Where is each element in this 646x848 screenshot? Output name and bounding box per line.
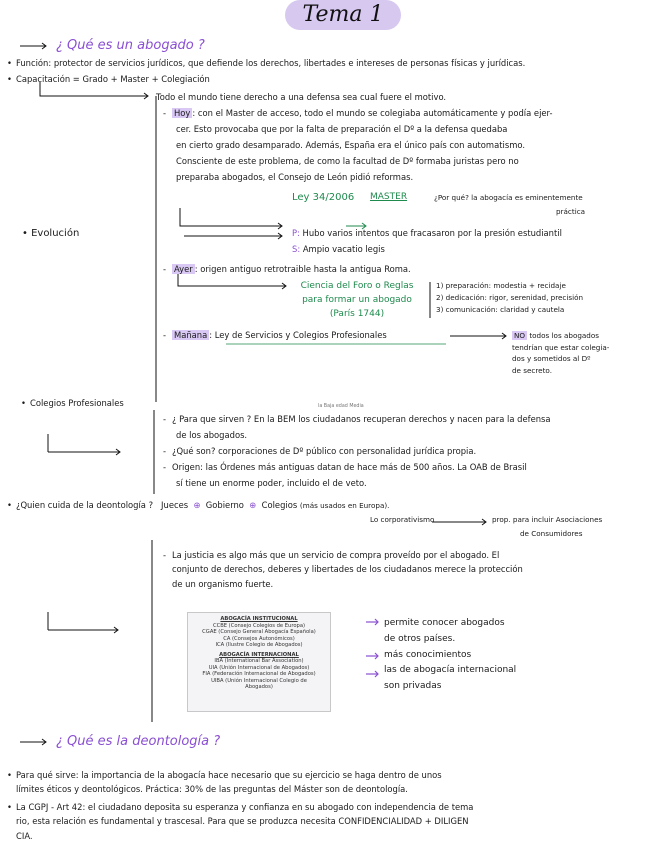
manana-line: - Mañana : Ley de Servicios y Colegios Profesionales <box>172 330 387 340</box>
no-block <box>512 330 636 376</box>
ciencia-block <box>292 280 422 322</box>
no-line-3: dos y sometidos al Dº <box>512 354 591 364</box>
hoy-text-5: preparaba abogados, el Consejo de León pidió reformas. <box>176 172 414 182</box>
hoy-text-3: en cierto grado desamparado. Además, España era el único país con automatismo. <box>176 140 525 150</box>
corporativismo-text: Lo corporativismo <box>370 515 435 524</box>
colegios-heading: • Colegios Profesionales <box>30 398 124 408</box>
ciencia-line-3: (París 1744) <box>329 308 385 319</box>
permite-line-2: de otros países. <box>384 633 456 644</box>
para-line-2: de los abogados. <box>176 430 248 440</box>
hoy-label: Hoy <box>174 108 191 118</box>
ciencia-line-2: para formar un abogado <box>302 294 412 305</box>
prep-item-1: 1) preparación: modestia + recidaje <box>436 281 566 290</box>
justicia-line-1: - La justicia es algo más que un servicio de compra proveído por el abogado. El <box>172 550 500 560</box>
capacitacion-text: • Capacitación = Grado + Master + Colegiación <box>16 74 210 84</box>
las-line-2: son privadas <box>384 681 442 691</box>
ayer-text: : origen antiguo retrotraible hasta la antigua Roma. <box>194 264 411 274</box>
colegios-note: (más usados en Europa). <box>299 501 390 510</box>
permite-line-1: permite conocer abogados <box>384 618 505 628</box>
s-line <box>292 244 385 254</box>
evolucion-label <box>22 228 79 240</box>
no-line-2: tendrían que estar colegia- <box>512 342 610 352</box>
hoy-line-1 <box>172 108 634 118</box>
evolucion-bullet: • <box>22 228 32 239</box>
plus-icon: ⊕ <box>190 500 204 510</box>
intl-item-1: IBA (International Bar Association) <box>214 658 304 664</box>
justicia-line-3: de un organismo fuerte. <box>172 578 274 589</box>
ley-label: Ley 34/2006 <box>292 192 355 203</box>
p-line <box>292 228 562 238</box>
para-que-block <box>16 768 640 797</box>
practica-text: práctica <box>556 207 586 216</box>
funcion-text: • Función: protector de servicios jurídicos, que defiende los derechos, libertades e intereses de personas físicas y jurídicas. <box>16 58 636 68</box>
master-label: MASTER <box>370 192 408 202</box>
p-label: P: <box>292 228 300 238</box>
ayer-line <box>172 264 411 274</box>
prep-list <box>436 280 583 317</box>
intl-item-5: Abogados) <box>245 684 273 690</box>
intl-head: ABOGACÍA INTERNACIONAL <box>219 651 299 658</box>
s-text: Ampio vacatio legis <box>302 244 385 254</box>
plus-icon: ⊕ <box>246 500 259 510</box>
origen-line-2: sí tiene un enorme poder, incluido el de veto. <box>176 478 367 488</box>
inst-head: ABOGACÍA INSTITUCIONAL <box>220 616 298 622</box>
heading-que-es-abogado: ¿ Qué es un abogado ? <box>56 38 205 53</box>
justicia-line-2: conjunto de derechos, deberes y libertades de los ciudadanos merece la protección <box>172 564 523 575</box>
inst-item-3: CA (Consejos Autonómicos) <box>223 635 295 642</box>
hoy-text-1: : con el Master de acceso, todo el mundo se colegiaba automáticamente y podía ejer- <box>192 108 553 118</box>
que-son-text: - ¿Qué son? corporaciones de Dº público con personalidad jurídica propia. <box>172 446 634 456</box>
no-line-1 <box>512 330 636 342</box>
s-label: S: <box>292 244 301 254</box>
prop-line-1: prop. para incluir Asociaciones <box>492 515 603 524</box>
todo-mundo-text: Todo el mundo tiene derecho a una defensa sea cual fuere el motivo. <box>156 92 447 102</box>
small-note: la Baja edad Media <box>318 404 364 409</box>
inst-item-4: ICA (Ilustre Colegio de Abogados) <box>215 642 303 648</box>
las-line-1: las de abogacía internacional <box>384 665 517 676</box>
cgpj-line-1: • La CGPJ - Art 42: el ciudadano deposita su esperanza y confianza en su abogado con independencia de tema <box>16 802 474 812</box>
cgpj-block <box>16 800 640 843</box>
mas-conocimientos: más conocimientos <box>384 649 472 660</box>
intl-item-3: FIA (Federación Internacional de Abogados) <box>202 671 316 677</box>
no-text-1: todos los abogados <box>529 331 600 340</box>
jueces-text: Jueces <box>161 500 189 510</box>
manana-text: Ley de Servicios y Colegios Profesionales <box>214 330 387 340</box>
cgpj-line-2: rio, esta relación es fundamental y trascesal. Para que se produzca necesita CONFIDENCIALIDAD + DILIGEN <box>16 816 469 827</box>
no-label: NO <box>514 331 526 340</box>
quien-text: ¿Quien cuida de la deontología ? <box>16 500 154 510</box>
heading-que-es-deontologia: ¿ Qué es la deontología ? <box>56 734 221 749</box>
para-line-1: - ¿ Para que sirven ? En la BEM los ciudadanos recuperan derechos y nacen para la defensa <box>172 414 634 424</box>
gobierno-text: Gobierno <box>205 500 244 510</box>
intl-item-4: UIBA (Unión Internacional Colegio de <box>211 677 307 684</box>
manana-label: Mañana <box>174 330 208 340</box>
quien-cuida-text <box>16 500 389 511</box>
institutional-table-image <box>187 612 331 712</box>
para-que-line-1: • Para qué sirve: la importancia de la abogacía hace necesario que su ejercicio se haga dentro de unos <box>16 770 442 780</box>
cgpj-line-3: CIA. <box>16 830 33 841</box>
hoy-text-4: Consciente de este problema, de como la facultad de Dº formaba juristas pero no <box>176 156 519 166</box>
no-line-4: de secreto. <box>512 365 552 375</box>
colegios-text: Colegios <box>261 500 298 510</box>
para-que-line-2: límites éticos y deontológicos. Práctica: 30% de las preguntas del Máster son de deontología. <box>16 784 408 795</box>
porque-text: ¿Por qué? la abogacía es eminentemente <box>434 193 583 202</box>
intl-item-2: UIA (Unión Internacional de Abogados) <box>208 664 310 671</box>
evolucion-text: Evolución <box>31 228 80 239</box>
ciencia-line-1: Ciencia del Foro o Reglas <box>300 281 414 291</box>
hoy-text-2: cer. Esto provocaba que por la falta de preparación el Dº a la defensa quedaba <box>176 124 508 134</box>
ayer-label: Ayer <box>174 264 193 274</box>
page-title: Tema 1 <box>285 0 401 30</box>
inst-item-2: CGAE (Consejo General Abogacía Española) <box>202 629 316 635</box>
origen-line-1: - Origen: las Órdenes más antiguas datan de hace más de 500 años. La OAB de Brasil <box>172 462 634 472</box>
justicia-block <box>172 548 634 591</box>
inst-item-1: CCBE (Consejo Colegios de Europa) <box>212 622 306 629</box>
prep-item-3: 3) comunicación: claridad y cautela <box>436 305 565 315</box>
p-text: Hubo varios intentos que fracasaron por la presión estudiantil <box>302 228 562 238</box>
permite-block <box>384 616 516 695</box>
prop-line-2: de Consumidores <box>520 529 583 538</box>
prep-item-2: 2) dedicación: rigor, serenidad, precisión <box>436 293 584 303</box>
